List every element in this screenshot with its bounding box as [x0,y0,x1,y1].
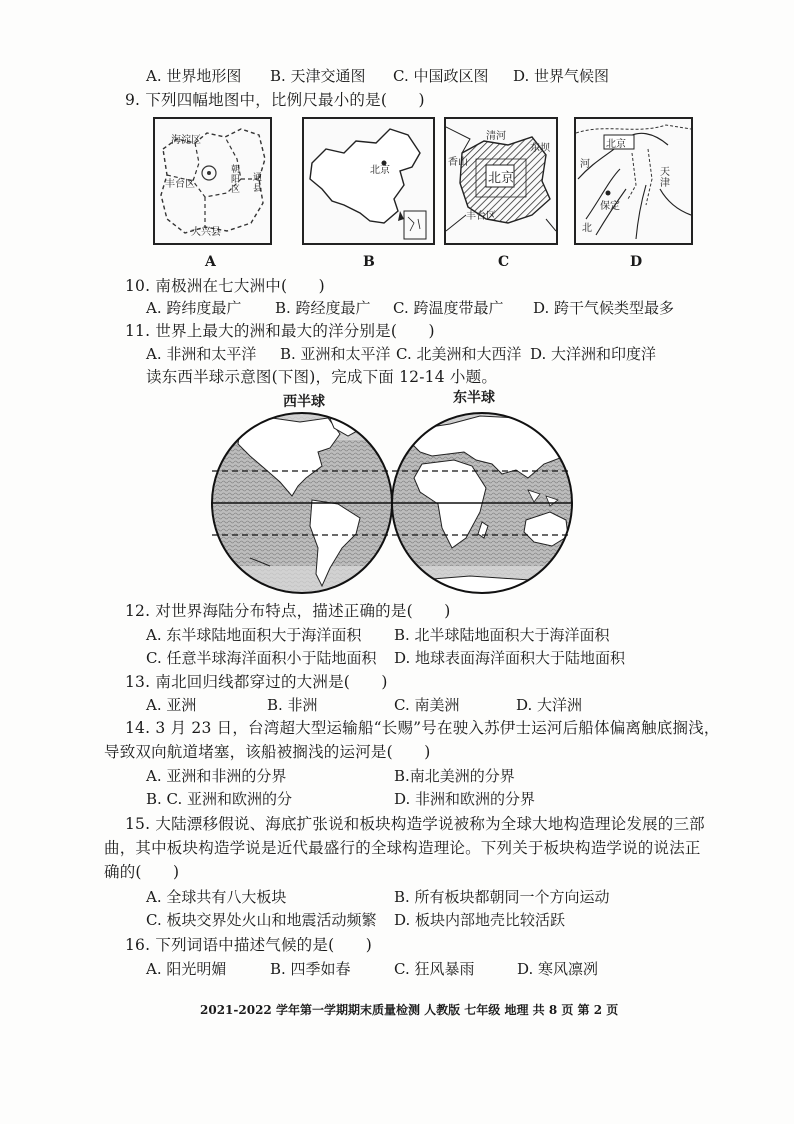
map-d-label-baoding: 保定 [600,201,620,212]
map-c [444,117,558,245]
q15-option-b: B. 所有板块都朝同一个方向运动 [394,888,610,906]
q15-stem-line2: 曲，其中板块构造学说是近代最盛行的全球构造理论。下列关于板块构造学说的说法正 [104,839,701,857]
map-b-caption: B [363,254,375,270]
q11-option-c: C. 北美洲和大西洋 [396,345,522,363]
map-d-label-bei: 北 [582,223,592,234]
q13-option-c: C. 南美洲 [394,696,460,714]
q16-option-c: C. 狂风暴雨 [394,960,475,978]
map-a-caption: A [205,254,216,270]
q12-option-c: C. 任意半球海洋面积小于陆地面积 [146,649,377,667]
map-a-label-daxing: 大兴县 [191,227,221,238]
q16-option-b: B. 四季如春 [270,960,351,978]
map-d [574,117,693,245]
q10-option-b: B. 跨经度最广 [275,299,371,317]
q15-option-c: C. 板块交界处火山和地震活动频繁 [146,911,377,929]
q9-stem: 9. 下列四幅地图中，比例尺最小的是( ) [125,91,425,109]
map-a-label-tongxian: 通县 [253,173,263,194]
map-a-label-fengtai: 丰台区 [165,179,195,190]
map-a-label-haidian: 海淀区 [171,135,201,146]
map-c-label-qinghe: 清河 [486,131,506,142]
map-c-label-beijing: 北京 [488,171,515,186]
map-d-label-he: 河 [580,159,590,170]
q12-stem: 12. 对世界海陆分布特点，描述正确的是( ) [125,602,451,620]
hemispheres-figure [210,408,580,598]
q8-option-a: A. 世界地形图 [146,67,242,85]
q8-option-d: D. 世界气候图 [513,67,610,85]
map-c-label-xiangshan: 香山 [448,157,468,168]
map-c-caption: C [498,254,510,270]
q8-option-b: B. 天津交通图 [270,67,366,85]
q15-option-d: D. 板块内部地壳比较活跃 [394,911,566,929]
q12-option-b: B. 北半球陆地面积大于海洋面积 [394,626,610,644]
q11-option-b: B. 亚洲和太平洋 [280,345,391,363]
map-b [302,117,435,245]
map-d-label-tianjin: 天津 [660,167,670,189]
q15-option-a: A. 全球共有八大板块 [146,888,287,906]
page-footer: 2021-2022 学年第一学期期末质量检测 人教版 七年级 地理 共 8 页 第 2 页 [200,1003,619,1017]
q12-option-d: D. 地球表面海洋面积大于陆地面积 [394,649,626,667]
q14-option-b: B.南北美洲的分界 [394,767,515,785]
q13-stem: 13. 南北回归线都穿过的大洲是( ) [125,673,388,691]
q13-option-a: A. 亚洲 [146,696,197,714]
q8-option-c: C. 中国政区图 [393,67,489,85]
q15-stem-line1: 15. 大陆漂移假说、海底扩张说和板块构造学说被称为全球大地构造理论发展的三部 [125,815,705,833]
q15-stem-line3: 确的( ) [104,863,180,881]
map-b-label-beijing: 北京 [370,165,390,176]
map-c-label-dongba: 东坝 [530,143,550,154]
q14-option-c: B. C. 亚洲和欧洲的分 [146,790,293,808]
q10-option-a: A. 跨纬度最广 [146,299,242,317]
east-hemisphere-label: 东半球 [453,390,495,406]
q10-option-d: D. 跨干气候类型最多 [533,299,675,317]
map-d-label-beijing: 北京 [606,139,626,150]
q14-option-a: A. 亚洲和非洲的分界 [146,767,287,785]
map-b-drawing [304,119,433,243]
map-c-label-fengtai: 丰台区 [466,211,496,222]
q14-stem-line2: 导致双向航道堵塞，该船被搁浅的运河是( ) [104,743,431,761]
west-hemisphere-label: 西半球 [283,394,325,410]
q16-option-d: D. 寒风凛冽 [517,960,599,978]
q10-option-c: C. 跨温度带最广 [393,299,504,317]
q13-option-b: B. 非洲 [267,696,318,714]
q16-option-a: A. 阳光明媚 [146,960,227,978]
q12-option-a: A. 东半球陆地面积大于海洋面积 [146,626,362,644]
q11-option-d: D. 大洋洲和印度洋 [530,345,657,363]
map-a-label-chaoyang: 朝阳区 [231,165,241,195]
q10-stem: 10. 南极洲在七大洲中( ) [125,277,325,295]
q11-option-a: A. 非洲和太平洋 [146,345,257,363]
q16-stem: 16. 下列词语中描述气候的是( ) [125,936,372,954]
q13-option-d: D. 大洋洲 [516,696,583,714]
q11-stem: 11. 世界上最大的洲和最大的洋分别是( ) [125,322,435,340]
map-a [153,117,272,245]
map-d-drawing [576,119,691,243]
intro-12-14: 读东西半球示意图(下图)，完成下面 12-14 小题。 [146,368,498,386]
q14-stem-line1: 14. 3 月 23 日，台湾超大型运输船“长赐”号在驶入苏伊士运河后船体偏离触底搁浅， [125,719,720,737]
q14-option-d: D. 非洲和欧洲的分界 [394,790,536,808]
map-d-caption: D [630,254,643,270]
